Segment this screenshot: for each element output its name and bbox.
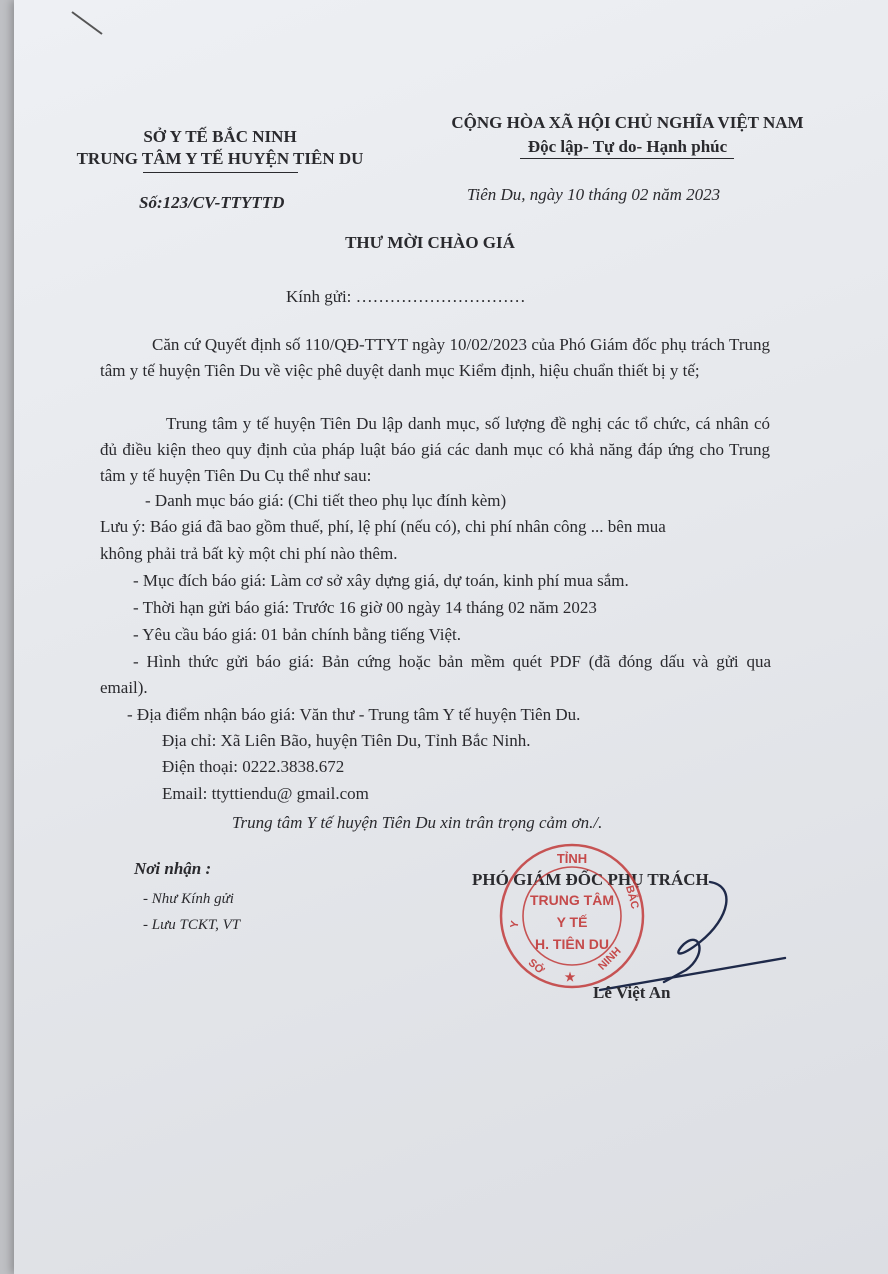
method-line-2: email). bbox=[100, 678, 148, 697]
signer-name: Lê Việt An bbox=[593, 983, 671, 1002]
nation-title: CỘNG HÒA XÃ HỘI CHỦ NGHĨA VIỆT NAM bbox=[451, 113, 804, 132]
stamp-ring-bottom-right: NINH bbox=[596, 945, 624, 973]
stamp-line-3: H. TIÊN DU bbox=[535, 936, 609, 952]
recipient-item-2: - Lưu TCKT, VT bbox=[143, 917, 241, 933]
paragraph-basis: Căn cứ Quyết định số 110/QĐ-TTYT ngày 10/02/2023 của Phó Giám đốc phụ trách Trung tâm y tế huyện Tiên Du về việc phê duyệt danh mục Kiểm định, hiệu chuẩn thiết bị y tế; bbox=[100, 335, 770, 380]
stamp-ring-top: TỈNH bbox=[556, 851, 588, 866]
recipient-item-1: - Như Kính gửi bbox=[143, 891, 234, 907]
stamp-ring-bottom-left: SỞ bbox=[525, 956, 547, 977]
method-line-1: - Hình thức gửi báo giá: Bản cứng hoặc bản mềm quét PDF (đã đóng dấu và gửi qua bbox=[133, 652, 771, 671]
item-list-line: - Danh mục báo giá: (Chi tiết theo phụ lục đính kèm) bbox=[145, 491, 507, 510]
pen-mark-icon bbox=[70, 8, 110, 38]
address-line: Địa chỉ: Xã Liên Bão, huyện Tiên Du, Tỉnh Bắc Ninh. bbox=[162, 731, 531, 750]
stamp-line-2: Y TẾ bbox=[556, 914, 588, 930]
thanks-line: Trung tâm Y tế huyện Tiên Du xin trân trọng cảm ơn./. bbox=[232, 813, 603, 832]
signer-title: PHÓ GIÁM ĐỐC PHỤ TRÁCH bbox=[472, 870, 709, 889]
org-name: TRUNG TÂM Y TẾ HUYỆN TIÊN DU bbox=[76, 149, 364, 168]
stamp-ring-left: Y bbox=[508, 919, 522, 930]
phone-line: Điện thoại: 0222.3838.672 bbox=[162, 757, 345, 776]
motto: Độc lập- Tự do- Hạnh phúc bbox=[527, 137, 728, 156]
document-title: THƯ MỜI CHÀO GIÁ bbox=[345, 233, 515, 252]
motto-underline bbox=[520, 158, 734, 159]
recipient-line: Kính gửi: ………………………… bbox=[286, 287, 526, 306]
requirement-line: - Yêu cầu báo giá: 01 bản chính bằng tiếng Việt. bbox=[133, 625, 462, 644]
org-underline bbox=[143, 172, 298, 173]
paragraph-request: Trung tâm y tế huyện Tiên Du lập danh mục, số lượng đề nghị các tổ chức, cá nhân có đủ điều kiện theo quy định của pháp luật báo giá các danh mục có khả năng đáp ứng cho Trung tâm y tế huyện Tiên Du Cụ thể như sau: bbox=[100, 414, 770, 485]
recipients-label: Nơi nhận : bbox=[134, 859, 212, 878]
handwritten-signature bbox=[560, 878, 790, 998]
stamp-line-1: TRUNG TÂM bbox=[530, 892, 614, 908]
doc-number: Số:123/CV-TTYTTD bbox=[139, 193, 285, 212]
stamp-star-icon: ★ bbox=[564, 970, 576, 984]
note-line-2: không phải trả bất kỳ một chi phí nào thêm. bbox=[100, 544, 398, 563]
email-line: Email: ttyttiendu@ gmail.com bbox=[162, 784, 369, 803]
deadline-line: - Thời hạn gửi báo giá: Trước 16 giờ 00 ngày 14 tháng 02 năm 2023 bbox=[133, 598, 597, 617]
note-line-1: Lưu ý: Báo giá đã bao gồm thuế, phí, lệ phí (nếu có), chi phí nhân công ... bên mua bbox=[100, 517, 666, 536]
purpose-line: - Mục đích báo giá: Làm cơ sở xây dựng giá, dự toán, kinh phí mua sắm. bbox=[133, 571, 629, 590]
stamp-ring-right: BẮC bbox=[623, 884, 641, 911]
location-line: - Địa điểm nhận báo giá: Văn thư - Trung tâm Y tế huyện Tiên Du. bbox=[127, 705, 581, 724]
place-date: Tiên Du, ngày 10 tháng 02 năm 2023 bbox=[467, 185, 721, 204]
org-parent: SỞ Y TẾ BẮC NINH bbox=[143, 127, 297, 146]
